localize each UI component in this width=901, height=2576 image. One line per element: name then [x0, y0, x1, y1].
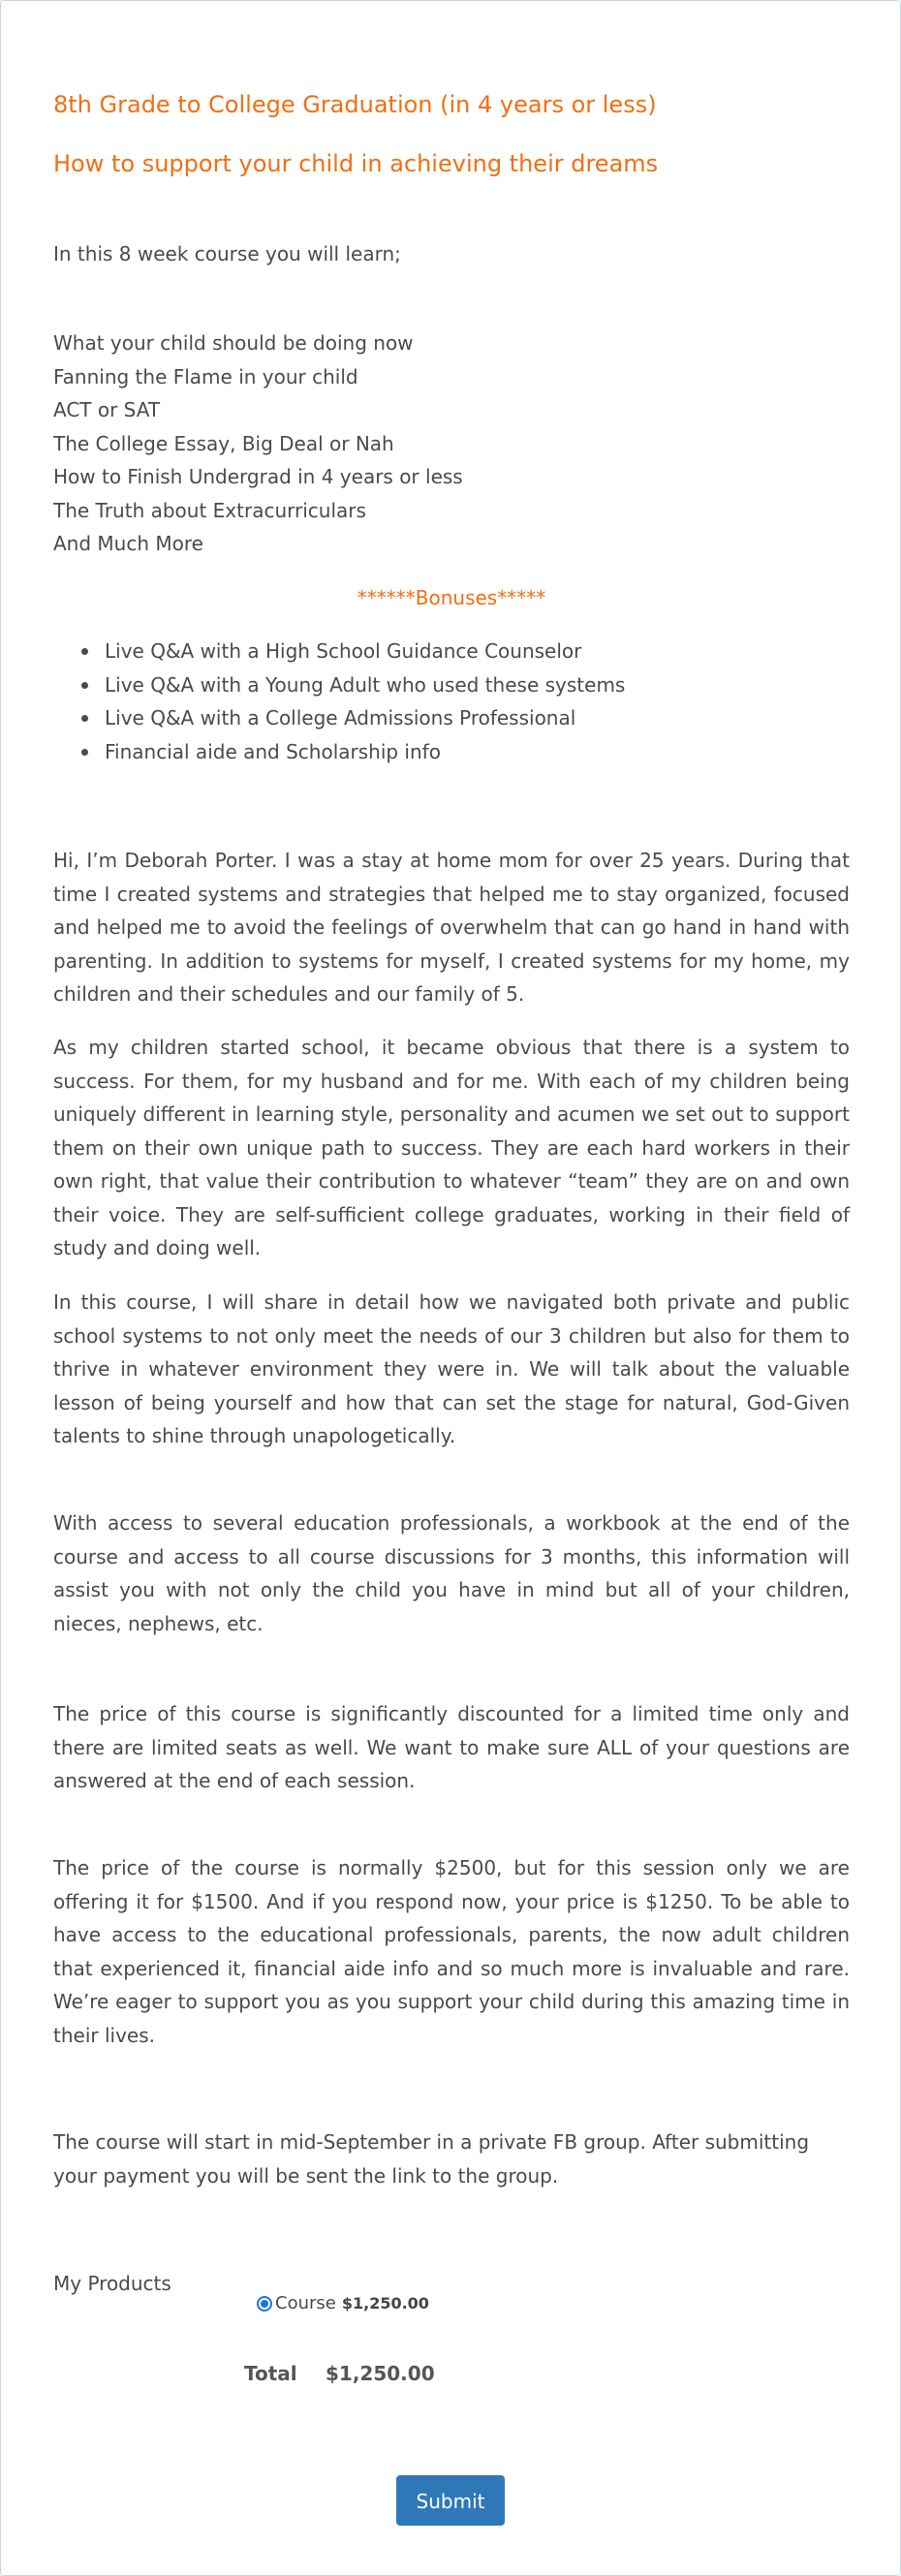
topics-list: [53, 326, 850, 561]
topic-item: And Much More: [53, 532, 203, 555]
pricing-paragraph: The price of the course is normally $2500, but for this session only we are offering it for $1500. And if you respond now, your price is $1250. To be able to have access to the educational professionals, parents, the now adult children that experienced it, financial aide info and so much more is invaluable and rare. We’re eager to support you as you support your child during this amazing time in their lives.: [53, 1856, 850, 2047]
topic-item: What your child should be doing now: [53, 331, 414, 355]
topic-item: The Truth about Extracurriculars: [53, 498, 366, 522]
page-subtitle: How to support your child in achieving their dreams: [53, 150, 659, 177]
course-paragraph: In this course, I will share in detail how we navigated both private and public school systems to not only meet the needs of our 3 children but also for them to thrive in whatever environment they were in. We will talk about the valuable lesson of being yourself and how that can set the stage for natural, God-Given talents to shine through unapologetically.: [53, 1290, 850, 1447]
bio-paragraph: Hi, I’m Deborah Porter. I was a stay at home mom for over 25 years. During that time I created systems and strategies that helped me to stay organized, focused and helped me to avoid the feelings of overwhelm that can go hand in hand with parenting. In addition to systems for myself, I created systems for my home, my children and their schedules and our family of 5.: [53, 849, 850, 1006]
bonus-item-label: Live Q&A with a College Admissions Professional: [105, 706, 576, 729]
bonus-item: [105, 701, 625, 735]
product-price: $1,250.00: [341, 2294, 429, 2312]
topic-item: ACT or SAT: [53, 398, 161, 421]
page-title: 8th Grade to College Graduation (in 4 years or less): [53, 91, 657, 118]
bullet-icon: [81, 648, 88, 655]
bonus-item-label: Financial aide and Scholarship info: [105, 739, 441, 763]
bonus-item: [105, 735, 625, 769]
radio-selected-dot: [261, 2300, 268, 2308]
product-option-course[interactable]: [257, 2291, 429, 2316]
system-paragraph: As my children started school, it became obvious that there is a system to success. For them, for my husband and for me. With each of my children being uniquely different in learning style, personality and acumen we set out to support them on their own unique path to success. They are each hard workers in their own right, that value their contribution to whatever “team” they are on and own their voice. They are self-sufficient college graduates, working in their field of study and doing well.: [53, 1036, 850, 1259]
total-row: [244, 2360, 435, 2387]
bonus-item-label: Live Q&A with a High School Guidance Counselor: [105, 639, 582, 663]
bonus-item-label: Live Q&A with a Young Adult who used these systems: [105, 672, 626, 697]
bonus-item: [105, 635, 625, 668]
topic-item: The College Essay, Big Deal or Nah: [53, 431, 394, 455]
bonus-item: [105, 668, 625, 702]
discount-paragraph: The price of this course is significantly discounted for a limited time only and there are limited seats as well. We want to make sure ALL of your questions are answered at the end of each session.: [53, 1702, 850, 1792]
bonuses-heading: ******Bonuses*****: [357, 586, 546, 609]
intro-text: In this 8 week course you will learn;: [53, 242, 401, 265]
total-label: Total: [244, 2362, 297, 2385]
bullet-icon: [81, 715, 88, 722]
bullet-icon: [81, 682, 88, 689]
bonuses-list: [53, 635, 625, 768]
bullet-icon: [81, 749, 88, 756]
product-name: Course: [275, 2293, 336, 2313]
submit-button[interactable]: Submit: [396, 2475, 505, 2526]
start-date-paragraph: The course will start in mid-September in a private FB group. After submitting your payment you will be sent the link to the group.: [53, 2130, 810, 2188]
product-radio[interactable]: [257, 2296, 272, 2312]
topic-item: Fanning the Flame in your child: [53, 364, 358, 388]
total-value: $1,250.00: [326, 2362, 435, 2385]
topic-item: How to Finish Undergrad in 4 years or less: [53, 465, 463, 488]
my-products-label: My Products: [53, 2272, 171, 2295]
access-paragraph: With access to several education professionals, a workbook at the end of the course and access to all course discussions for 3 months, this information will assist you with not only the child you have in mind but all of your children, nieces, nephews, etc.: [53, 1511, 850, 1635]
